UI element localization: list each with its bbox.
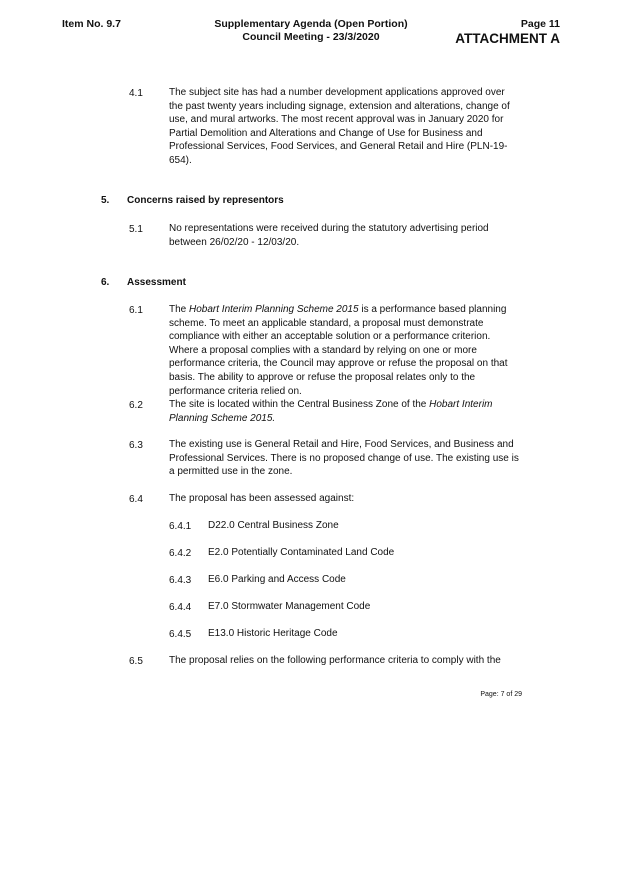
subitem-6-4-2-text: E2.0 Potentially Contaminated Land Code (208, 547, 395, 558)
para-6-5-number: 6.5 (129, 656, 143, 667)
para-6-1-text: The Hobart Interim Planning Scheme 2015 is a performance based planning scheme. To meet an applicable standard, a proposal must demonstrate compliance with either an acceptable solution or a performance criterion. Where a proposal complies with a standard by relying on one or more performance criteria, the Council may approve or refuse the proposal on that basis. The ability to approve or refuse the proposal relates only to the performance criteria relied on. (169, 304, 508, 397)
subitem-6-4-2-number: 6.4.2 (169, 548, 192, 559)
para-6-2-number: 6.2 (129, 400, 143, 411)
para-6-2-text: The site is located within the Central Business Zone of the Hobart Interim Planning Scheme 2015. (169, 399, 493, 424)
para-6-3-number: 6.3 (129, 440, 143, 451)
subitem-6-4-5-number: 6.4.5 (169, 629, 192, 640)
page-number: Page 11 (520, 18, 560, 30)
para-4-1-text: The subject site has had a number development applications approved over the past twenty years including signage, extension and alterations, change of use, and mural artworks. The most recent approval was in January 2020 for Partial Demolition and Alterations and Change of Use for Business and Professional Services, Food Services, and General Retail and Hire (PLN-19-654). (169, 87, 510, 166)
section-6-number: 6. (101, 277, 110, 288)
para-4-1-number: 4.1 (129, 88, 143, 99)
page-footer: Page: 7 of 29 (480, 691, 522, 698)
para-6-5-text: The proposal relies on the following performance criteria to comply with the (169, 655, 501, 666)
para-5-1-number: 5.1 (129, 224, 143, 235)
para-6-3-text: The existing use is General Retail and Hire, Food Services, and Business and Professional Services. There is no proposed change of use. The existing use is a permitted use in the zone. (169, 439, 519, 478)
subitem-6-4-4-text: E7.0 Stormwater Management Code (208, 601, 371, 612)
meeting-date: Council Meeting - 23/3/2020 (242, 31, 380, 43)
subitem-6-4-1-text: D22.0 Central Business Zone (208, 520, 339, 531)
para-6-4-number: 6.4 (129, 494, 143, 505)
subitem-6-4-4-number: 6.4.4 (169, 602, 192, 613)
para-6-4-text: The proposal has been assessed against: (169, 493, 355, 504)
subitem-6-4-5-text: E13.0 Historic Heritage Code (208, 628, 338, 639)
subitem-6-4-3-number: 6.4.3 (169, 575, 192, 586)
agenda-title: Supplementary Agenda (Open Portion) (214, 18, 408, 30)
page-header (455, 18, 560, 47)
section-5-title: Concerns raised by representors (127, 195, 284, 206)
subitem-6-4-3-text: E6.0 Parking and Access Code (208, 574, 346, 585)
section-6-title: Assessment (127, 277, 186, 288)
attachment-label: ATTACHMENT A (455, 31, 560, 46)
item-number: Item No. 9.7 (62, 18, 121, 30)
section-5-number: 5. (101, 195, 110, 206)
subitem-6-4-1-number: 6.4.1 (169, 521, 192, 532)
para-5-1-text: No representations were received during the statutory advertising period between 26/02/20 - 12/03/20. (169, 223, 489, 248)
para-6-1-number: 6.1 (129, 305, 143, 316)
